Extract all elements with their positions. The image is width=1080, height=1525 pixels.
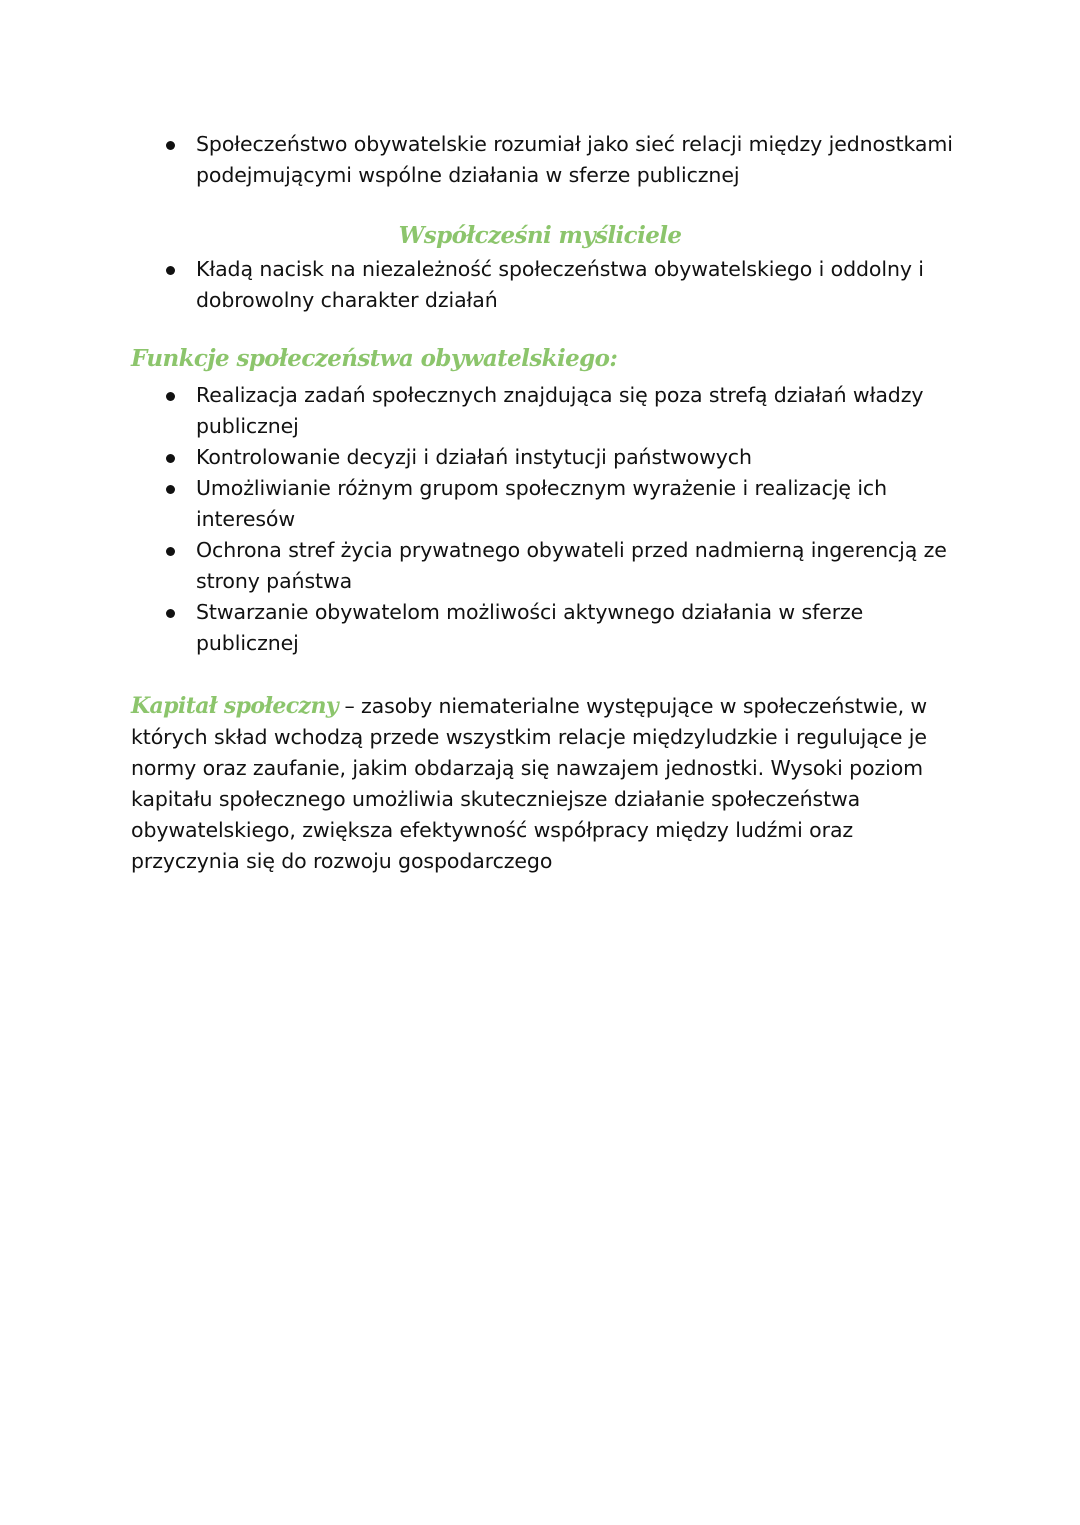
- list-item: Stwarzanie obywatelom możliwości aktywnego działania w sferze publicznej: [196, 597, 966, 659]
- list-item: Umożliwianie różnym grupom społecznym wyrażenie i realizację ich interesów: [196, 473, 966, 535]
- bullet-list-intro: [196, 129, 966, 191]
- list-item: Kładą nacisk na niezależność społeczeństwa obywatelskiego i oddolny i dobrowolny charakter działań: [196, 254, 966, 316]
- list-item: Realizacja zadań społecznych znajdująca się poza strefą działań władzy publicznej: [196, 380, 966, 442]
- definition-term: Kapitał społeczny: [131, 693, 339, 719]
- definition-paragraph: [131, 691, 961, 877]
- bullet-list-functions: [196, 380, 966, 659]
- list-item: Ochrona stref życia prywatnego obywateli przed nadmierną ingerencją ze strony państwa: [196, 535, 966, 597]
- list-item: Kontrolowanie decyzji i działań instytucji państwowych: [196, 442, 966, 473]
- bullet-list-contemporary: [196, 254, 966, 316]
- list-item: Społeczeństwo obywatelskie rozumiał jako sieć relacji między jednostkami podejmującymi wspólne działania w sferze publicznej: [196, 129, 966, 191]
- heading-contemporary-thinkers: Współcześni myśliciele: [398, 222, 682, 249]
- heading-functions: Funkcje społeczeństwa obywatelskiego:: [131, 345, 618, 372]
- definition-body: – zasoby niematerialne występujące w społeczeństwie, w których skład wchodzą przede wszystkim relacje międzyludzkie i regulujące je normy oraz zaufanie, jakim obdarzają się nawzajem jednostki. Wysoki poziom kapitału społecznego umożliwia skuteczniejsze działanie społeczeństwa obywatelskiego, zwiększa efektywność współpracy między ludźmi oraz przyczynia się do rozwoju gospodarczego: [131, 694, 928, 873]
